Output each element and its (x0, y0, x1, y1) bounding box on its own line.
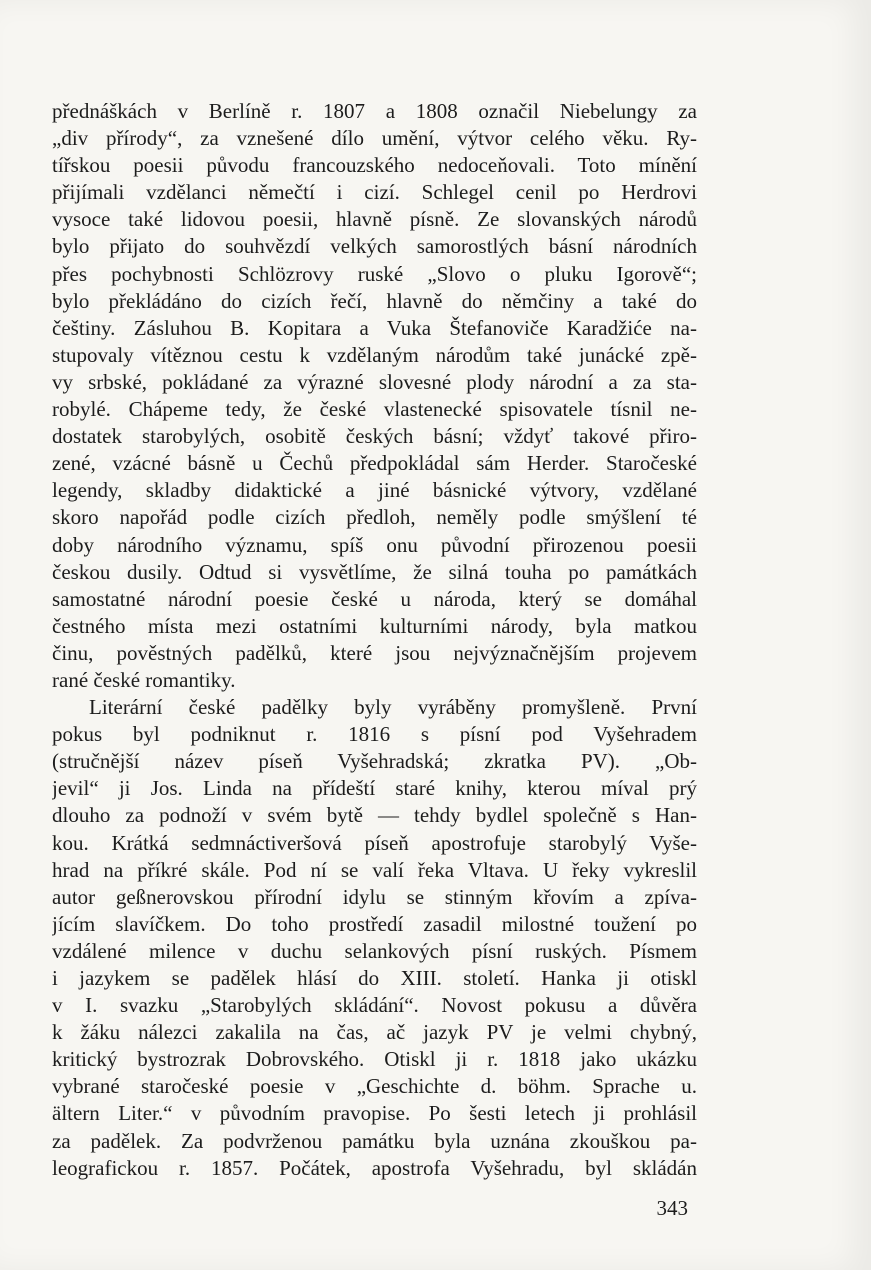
text-line: za padělek. Za podvrženou památku byla uznána zkouškou pa- (52, 1128, 697, 1153)
text-line: pokus byl podniknut r. 1816 s písní pod Vyšehradem (52, 722, 697, 747)
text-line: v I. svazku „Starobylých skládání“. Novost pokusu a důvěra (52, 993, 697, 1018)
text-line: k žáku nálezci zakalila na čas, ač jazyk PV je velmi chybný, (52, 1020, 697, 1045)
text-line: (stručnější název píseň Vyšehradská; zkratka PV). „Ob- (52, 749, 697, 774)
text-line: samostatné národní poesie české u národa, který se domáhal (52, 586, 697, 611)
text-line: i jazykem se padělek hlásí do XIII. století. Hanka ji otiskl (52, 966, 697, 990)
text-line: dlouho za podnoží v svém bytě — tehdy bydlel společně s Han- (52, 803, 697, 828)
paragraph-start-line: Literární české padělky byly vyráběny promyšleně. První (89, 695, 697, 720)
text-line: přijímali vzdělanci němečtí i cizí. Schlegel cenil po Herdrovi (52, 180, 697, 205)
text-line: autor geßnerovskou přírodní idylu se stinným křovím a zpíva- (52, 884, 697, 909)
text-line: přednáškách v Berlíně r. 1807 a 1808 označil Niebelungy za (52, 99, 697, 123)
text-line: doby národního významu, spíš onu původní přirozenou poesii (52, 532, 697, 557)
page-number: 343 (656, 1196, 688, 1220)
text-line: vybrané staročeské poesie v „Geschichte d. böhm. Sprache u. (52, 1074, 697, 1099)
text-line: přes pochybnosti Schlözrovy ruské „Slovo o pluku Igorově“; (52, 261, 697, 286)
text-line: kou. Krátká sedmnáctiveršová píseň apostrofuje starobylý Vyše- (52, 830, 697, 855)
text-line: hrad na příkré skále. Pod ní se valí řeka Vltava. U řeky vykreslil (52, 857, 697, 882)
text-line: bylo přijato do souhvězdí velkých samorostlých básní národních (52, 234, 697, 259)
text-line: vy srbské, pokládané za výrazné slovesné plody národní a za sta- (52, 369, 697, 394)
text-line: tířskou poesii původu francouzského nedoceňovali. Toto mínění (52, 153, 697, 178)
text-line: činu, pověstných padělků, které jsou nejvýznačnějším projevem (52, 640, 697, 665)
body-text (52, 98, 697, 1182)
text-line: češtiny. Zásluhou B. Kopitara a Vuka Štefanoviče Karadžiće na- (52, 315, 697, 340)
text-line: vzdálené milence v duchu selankových písní ruských. Písmem (52, 938, 697, 963)
text-line: vysoce také lidovou poesii, hlavně písně. Ze slovanských národů (52, 207, 697, 232)
text-line: kritický bystrozrak Dobrovského. Otiskl ji r. 1818 jako ukázku (52, 1047, 697, 1072)
text-line: jícím slavíčkem. Do toho prostředí zasadil milostné toužení po (52, 911, 697, 936)
text-line: bylo překládáno do cizích řečí, hlavně do němčiny a také do (52, 288, 697, 313)
text-line: jevil“ ji Jos. Linda na přídeští staré knihy, kterou míval prý (52, 776, 697, 801)
text-line: českou dusily. Odtud si vysvětlíme, že silná touha po památkách (52, 559, 697, 584)
text-line: stupovaly vítěznou cestu k vzdělaným národům také junácké zpě- (52, 342, 697, 367)
paragraph-end-line: rané české romantiky. (52, 667, 236, 692)
text-line: čestného místa mezi ostatními kulturními národy, byla matkou (52, 613, 697, 638)
text-line: skoro napořád podle cizích předloh, neměly podle smýšlení té (52, 505, 697, 530)
text-line: ältern Liter.“ v původním pravopise. Po šesti letech ji prohlásil (52, 1101, 697, 1126)
text-line: zené, vzácné básně u Čechů předpokládal sám Herder. Staročeské (52, 451, 697, 476)
text-line: dostatek starobylých, osobitě českých básní; vždyť takové přiro- (52, 424, 697, 449)
text-line: robylé. Chápeme tedy, že české vlastenecké spisovatele tísnil ne- (52, 397, 697, 422)
text-line: legendy, skladby didaktické a jiné básnické výtvory, vzdělané (52, 478, 697, 503)
text-line: „div přírody“, za vznešené dílo umění, výtvor celého věku. Ry- (52, 126, 697, 151)
text-line: leografickou r. 1857. Počátek, apostrofa Vyšehradu, byl skládán (52, 1155, 697, 1180)
